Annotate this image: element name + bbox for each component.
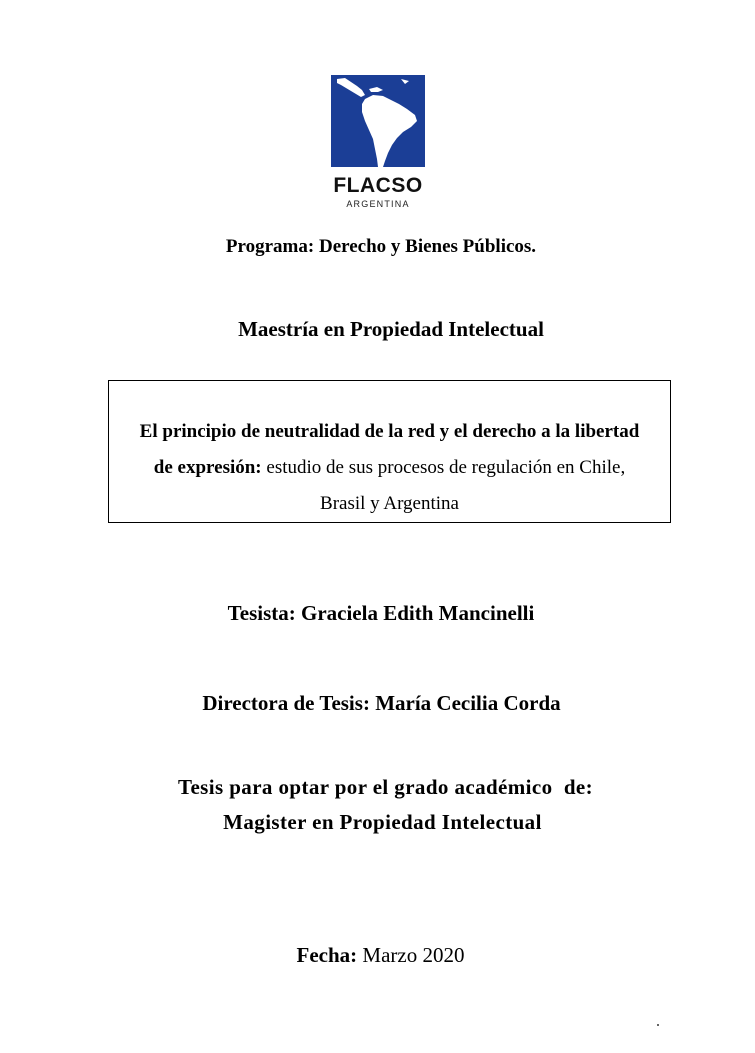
flacso-logo [324, 75, 432, 215]
degree-statement-line-1: Tesis para optar por el grado académico de: [177, 775, 594, 799]
thesis-title-line-3: Brasil y Argentina [320, 493, 459, 514]
flacso-map-emblem [331, 75, 425, 167]
author-line [0, 601, 755, 626]
program-value: Derecho y Bienes Públicos. [318, 236, 537, 257]
logo-wordmark: FLACSO [333, 174, 423, 197]
page-mark [657, 1024, 659, 1026]
author-label: Tesista: [227, 601, 296, 625]
director-label: Directora de Tesis: [202, 691, 370, 715]
date-label: Fecha: [296, 943, 358, 967]
program-line [0, 236, 755, 258]
date-value: Marzo 2020 [362, 943, 465, 967]
thesis-title-line-2 [109, 457, 670, 479]
program-label: Programa: [225, 236, 315, 257]
thesis-title-line-1: El principio de neutralidad de la red y el derecho a la libertad [139, 421, 640, 442]
thesis-title-line-2-rest: estudio de sus procesos de regulación en Chile, [261, 457, 626, 478]
director-line [0, 691, 755, 716]
author-name: Graciela Edith Mancinelli [301, 601, 535, 625]
thesis-title-box [108, 380, 671, 523]
americas-map-icon [331, 75, 425, 167]
director-name: María Cecilia Corda [375, 691, 561, 715]
thesis-title-line-2-bold: de expresión: [153, 457, 262, 478]
degree-statement-line-2: Magister en Propiedad Intelectual [223, 810, 542, 834]
degree-name: Maestría en Propiedad Intelectual [238, 317, 544, 341]
date-line [0, 943, 755, 968]
logo-subtitle: ARGENTINA [346, 199, 410, 209]
